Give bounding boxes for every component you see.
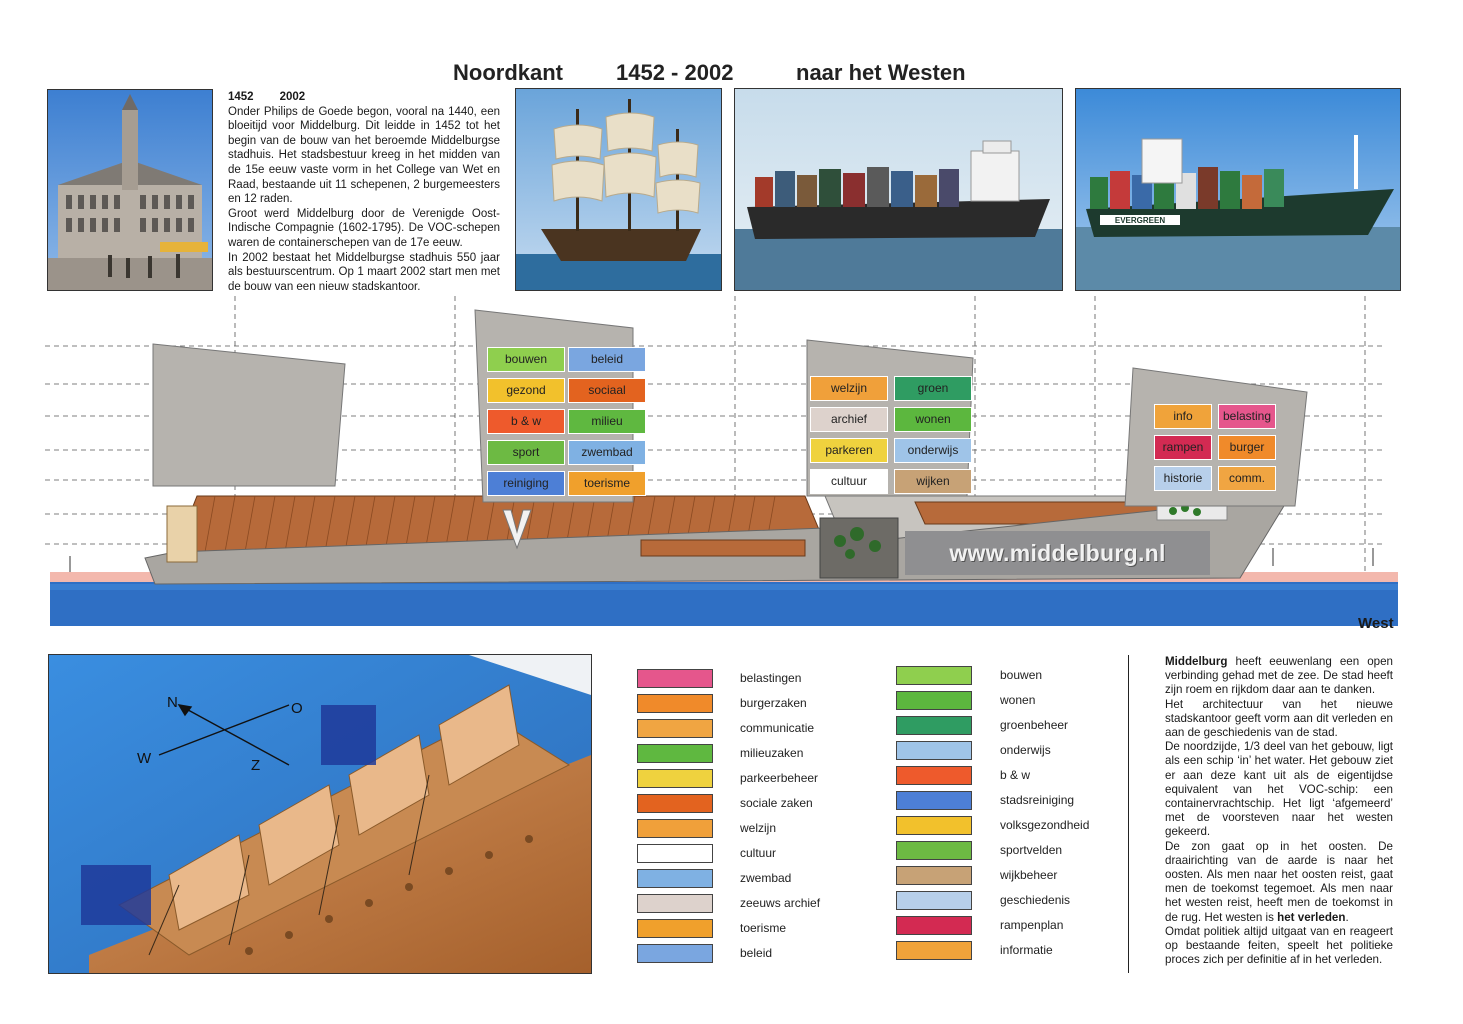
room-burger: burger [1218, 435, 1276, 460]
room-sport: sport [487, 440, 565, 465]
room-info: info [1154, 404, 1212, 429]
right-p4-bold: het verleden [1277, 910, 1346, 924]
legend-label: cultuur [740, 846, 777, 860]
room-beleid: beleid [568, 347, 646, 372]
room-gezond: gezond [487, 378, 565, 403]
evergreen-hull-lettering: EVERGREEN [1114, 216, 1166, 225]
intro-paragraph-3: In 2002 bestaat het Middelburgse stadhuis 550 jaar als bestuurscentrum. Op 1 maart 2002 start men met de bouw van een nieuw stadskantoor. [228, 251, 500, 293]
legend-swatch [637, 669, 713, 688]
room-bouwen: bouwen [487, 347, 565, 372]
legend-label: zeeuws archief [740, 896, 821, 910]
legend-swatch [896, 666, 972, 685]
room-historie: historie [1154, 466, 1212, 491]
legend-swatch [637, 719, 713, 738]
model-photo [48, 654, 592, 974]
title-years: 1452 - 2002 [616, 60, 734, 85]
legend-label: stadsreiniging [1000, 793, 1075, 807]
townhall-photo [47, 89, 213, 291]
legend-label: rampenplan [1000, 918, 1064, 932]
legend-swatch [896, 766, 972, 785]
room-parkeren: parkeren [810, 438, 888, 463]
compass-north-label: N [167, 694, 178, 711]
container-ship-photo-2 [1075, 88, 1401, 291]
room-zwembad: zwembad [568, 440, 646, 465]
title-naar-westen: naar het Westen [796, 60, 966, 85]
legend-label: informatie [1000, 943, 1053, 957]
room-cultuur: cultuur [810, 469, 888, 494]
intro-year-1452: 1452 [228, 91, 254, 103]
intro-paragraph-1: Onder Philips de Goede begon, vooral na 1440, een bloeitijd voor Middelburg. Dit leidde in 1452 tot het begin van de bouw van het beroemde Middelburgse stadhuis. Het stadsbestuur kreeg in het midden van de 15e eeuw vaste vorm in het College van Wet en Raad, bestaande uit 11 schepenen, 2 burgemeesters en 12 raden. [228, 105, 500, 206]
right-paragraph-3: De noordzijde, 1/3 deel van het gebouw, ligt als een schip ‘in’ het water. Het gebouw ziet er aan deze kant uit als de eigentijdse equivalent van het VOC-schip: een containervrachtschip. Het ligt ‘afgemeerd’ met de voorsteven naar het westen gekeerd. [1165, 740, 1393, 839]
column-divider [1128, 655, 1129, 973]
legend-swatch [896, 791, 972, 810]
legend-swatch [896, 891, 972, 910]
legend-swatch [637, 819, 713, 838]
page-title [0, 60, 1463, 90]
legend-label: sportvelden [1000, 843, 1063, 857]
intro-year-2002: 2002 [279, 91, 306, 103]
legend-swatch [637, 769, 713, 788]
room-wijken: wijken [894, 469, 972, 494]
legend-label: geschiedenis [1000, 893, 1071, 907]
room-milieu: milieu [568, 409, 646, 434]
middelburg-text [1165, 655, 1393, 967]
legend-swatch [637, 744, 713, 763]
room-groen: groen [894, 376, 972, 401]
legend-swatch [637, 894, 713, 913]
room-sociaal: sociaal [568, 378, 646, 403]
right-paragraph-5: Omdat politiek altijd uitgaat van en reageert op bestaande feiten, speelt het politieke proces zich per definitie af in het verleden. [1165, 924, 1393, 967]
legend-label: belastingen [740, 671, 802, 685]
legend-swatch [896, 866, 972, 885]
legend-label: volksgezondheid [1000, 818, 1090, 832]
right-paragraph-1 [1165, 655, 1393, 698]
west-direction-label: West [1358, 615, 1394, 632]
legend-label: zwembad [740, 871, 792, 885]
building-elevation [45, 296, 1403, 632]
legend-swatch [896, 941, 972, 960]
compass-east-label: O [291, 700, 303, 717]
right-p4-text: De zon gaat op in het oosten. De draairichting van de aarde is naar het oosten. Als men naar het oosten reist, gaat men de toekomst tegemoet. Als men naar het westen reist, heeft men de toekomst in de rug. Het westen is [1165, 839, 1393, 924]
room-rampen: rampen [1154, 435, 1212, 460]
legend-label: onderwijs [1000, 743, 1051, 757]
legend-label: milieuzaken [740, 746, 804, 760]
room-b-w: b & w [487, 409, 565, 434]
legend-swatch [896, 691, 972, 710]
legend-label: welzijn [740, 821, 777, 835]
room-belasting: belasting [1218, 404, 1276, 429]
room-reiniging: reiniging [487, 471, 565, 496]
legend-swatch [637, 794, 713, 813]
room-welzijn: welzijn [810, 376, 888, 401]
legend-swatch [896, 841, 972, 860]
room-comm-: comm. [1218, 466, 1276, 491]
right-paragraph-2: Het architectuur van het nieuwe stadskantoor geeft vorm aan dit verleden en aan de geschiedenis van de stad. [1165, 697, 1393, 740]
room-wonen: wonen [894, 407, 972, 432]
right-p1-text: heeft eeuwenlang een open verbinding gehad met de zee. De stad heeft zijn roem en rijkdom daar aan te danken. [1165, 655, 1393, 697]
legend-label: groenbeheer [1000, 718, 1069, 732]
legend-label: parkeerbeheer [740, 771, 819, 785]
legend-swatch [637, 944, 713, 963]
legend-label: burgerzaken [740, 696, 807, 710]
legend-label: wonen [1000, 693, 1036, 707]
legend-label: sociale zaken [740, 796, 813, 810]
compass-south-label: Z [251, 757, 261, 774]
legend-swatch [896, 716, 972, 735]
right-p4-end: . [1345, 910, 1349, 924]
legend-label: toerisme [740, 921, 787, 935]
intro-years [228, 90, 500, 105]
legend-label: bouwen [1000, 668, 1043, 682]
legend-label: beleid [740, 946, 773, 960]
legend-label: wijkbeheer [1000, 868, 1058, 882]
legend-label: b & w [1000, 768, 1031, 782]
legend-swatch [896, 916, 972, 935]
legend-swatch [637, 694, 713, 713]
container-ship-photo-1 [734, 88, 1063, 291]
legend-label: communicatie [740, 721, 815, 735]
room-archief: archief [810, 407, 888, 432]
room-toerisme: toerisme [568, 471, 646, 496]
legend-swatch [896, 741, 972, 760]
legend-swatch [637, 869, 713, 888]
intro-paragraph-2: Groot werd Middelburg door de Verenigde Oost-Indische Compagnie (1602-1795). De VOC-schepen waren de containerschepen van de 17e eeuw. [228, 207, 500, 249]
legend-swatch [637, 844, 713, 863]
voc-ship-photo [515, 88, 722, 291]
legend-swatch [896, 816, 972, 835]
compass-west-label: W [137, 750, 152, 767]
intro-text [228, 90, 500, 294]
legend-swatch [637, 919, 713, 938]
right-lead: Middelburg [1165, 655, 1228, 668]
title-noordkant: Noordkant [453, 60, 563, 85]
room-onderwijs: onderwijs [894, 438, 972, 463]
right-paragraph-4 [1165, 840, 1393, 925]
website-banner: www.middelburg.nl [905, 531, 1210, 575]
